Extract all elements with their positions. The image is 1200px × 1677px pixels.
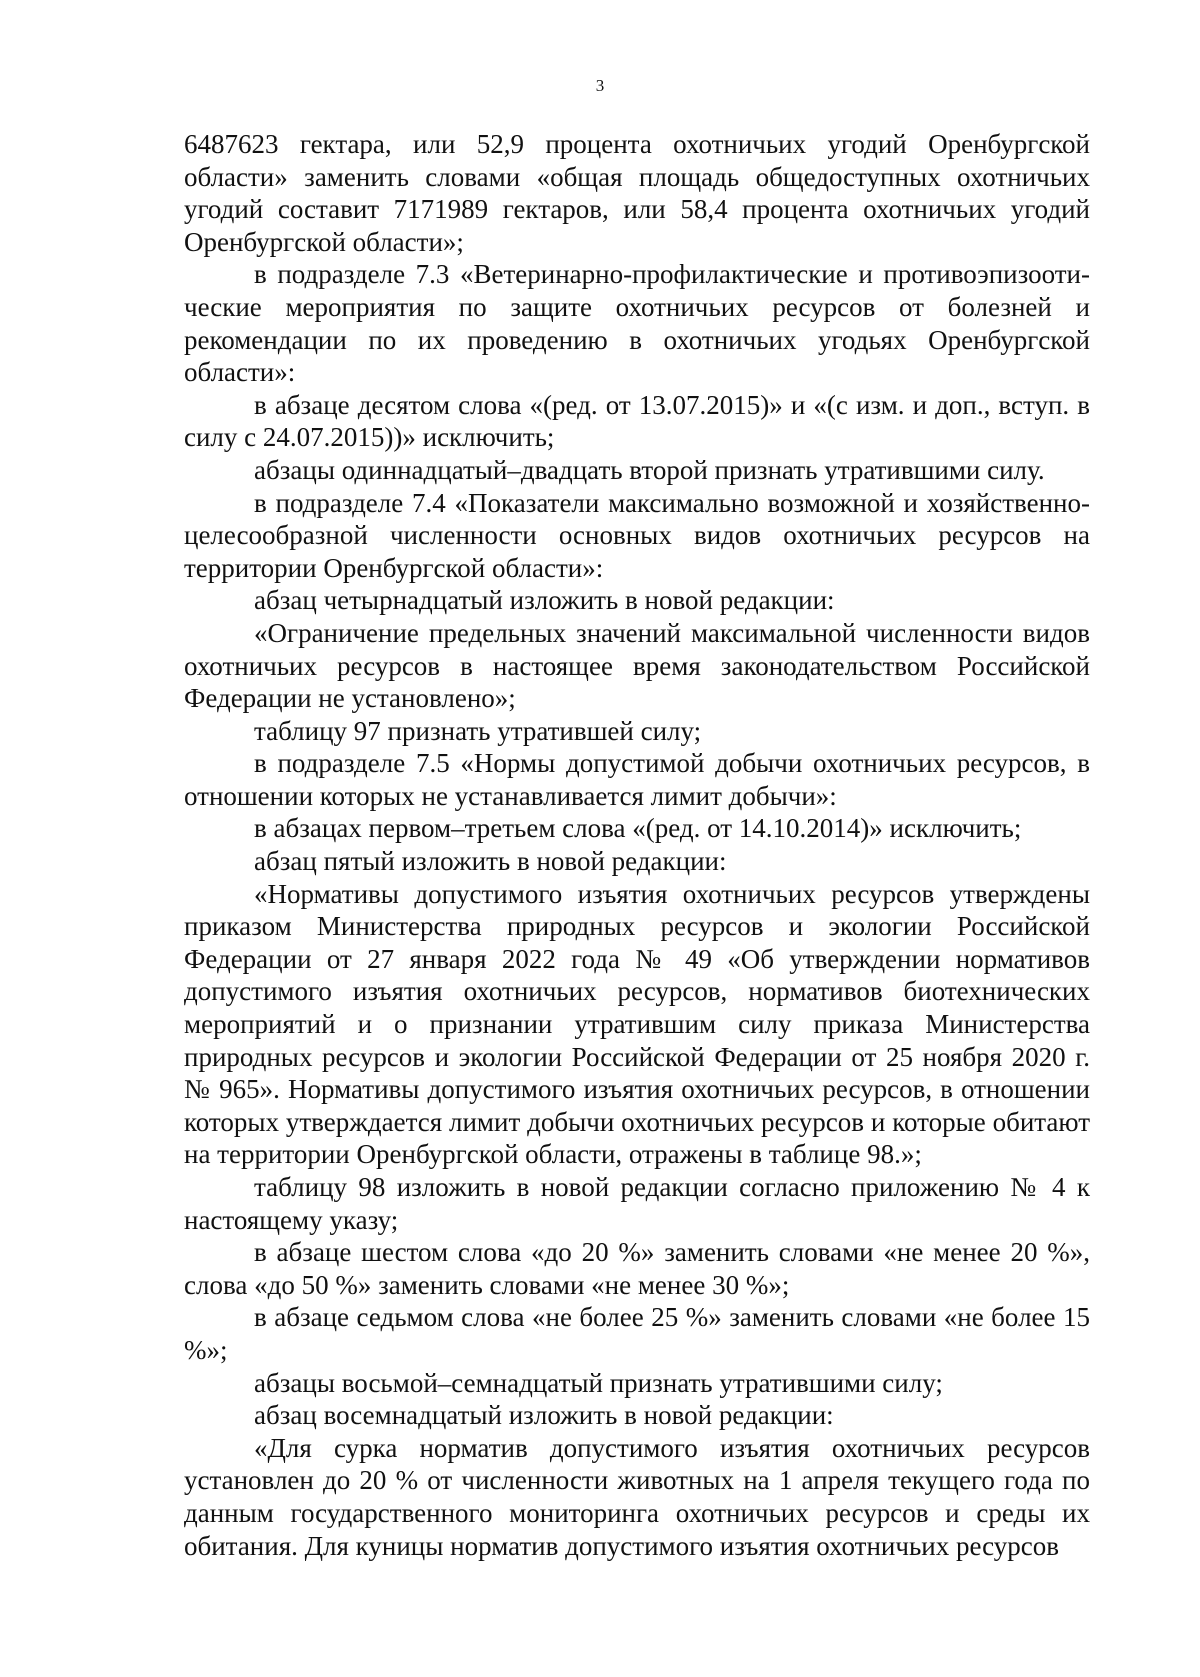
- paragraph-seventh: в абзаце седьмом слова «не более 25 %» заменить словами «не более 15 %»;: [184, 1302, 1090, 1365]
- paragraph-table-97: таблицу 97 признать утратившей силу;: [254, 715, 702, 746]
- paragraph-eighth-seventeenth-void: абзацы восьмой–семнадцатый признать утратившими силу;: [254, 1367, 943, 1398]
- paragraph-subsection-7-4: в подразделе 7.4 «Показатели максимально возможной и хозяйственно-целесообразной численности основных видов охотничьих ресурсов на территории Оренбургской области»:: [184, 487, 1090, 583]
- document-body: [184, 128, 1090, 1562]
- paragraph-tenth-abzac: в абзаце десятом слова «(ред. от 13.07.2015)» и «(с изм. и доп., вступ. в силу с 24.07.2015))» исключить;: [184, 389, 1090, 453]
- paragraph-limit-quote: «Ограничение предельных значений максимальной численности видов охотничьих ресурсов в настоящее время законодательством Российской Федерации не установлено»;: [184, 617, 1090, 714]
- paragraph-sixth: в абзаце шестом слова «до 20 %» заменить словами «не менее 20 %», слова «до 50 %» заменить словами «не менее 30 %»;: [184, 1237, 1090, 1300]
- paragraph-eleventh-22nd-void: абзацы одиннадцатый–двадцать второй признать утратившими силу.: [254, 454, 1045, 485]
- paragraph-fifth-new: абзац пятый изложить в новой редакции:: [254, 846, 727, 877]
- paragraph-subsection-7-3: в подразделе 7.3 «Ветеринарно-профилактические и противоэпизоотические мероприятия по защите охотничьих ресурсов от болезней и рекомендации по их проведению в охотничьих угодьях Оренбургской области»:: [184, 259, 1090, 388]
- paragraph-eighteenth-new: абзац восемнадцатый изложить в новой редакции:: [254, 1400, 834, 1431]
- paragraph-subsection-7-5: в подразделе 7.5 «Нормы допустимой добычи охотничьих ресурсов, в отношении которых не устанавливается лимит добычи»:: [184, 748, 1090, 811]
- page-number: 3: [595, 76, 605, 95]
- paragraph-continuation: 6487623 гектара, или 52,9 процента охотничьих угодий Оренбургской области» заменить словами «общая площадь общедоступных охотничьих угодий составит 7171989 гектаров, или 58,4 процента охотничьих угодий Оренбургской области»;: [184, 129, 1090, 257]
- paragraph-fourteenth-new: абзац четырнадцатый изложить в новой редакции:: [254, 585, 835, 616]
- paragraph-normatives-quote: «Нормативы допустимого изъятия охотничьих ресурсов утверждены приказом Министерства природных ресурсов и экологии Российской Федерации от 27 января 2022 года № 49 «Об утверждении нормативов допустимого изъятия охотничьих ресурсов, нормативов биотехнических мероприятий и о признании утратившим силу приказа Министерства природных ресурсов и экологии Российской Федерации от 25 ноября 2020 г. № 965». Нормативы допустимого изъятия охотничьих ресурсов, в отношении которых утверждается лимит добычи охотничьих ресурсов и которые обитают на территории Оренбургской области, отражены в таблице 98.»;: [184, 878, 1090, 1170]
- paragraph-marmot-quote: «Для сурка норматив допустимого изъятия охотничьих ресурсов установлен до 20 % от численности животных на 1 апреля текущего года по данным государственного мониторинга охотничьих ресурсов и среды их обитания. Для куницы норматив допустимого изъятия охотничьих ресурсов: [184, 1432, 1090, 1561]
- paragraph-table-98: таблицу 98 изложить в новой редакции согласно приложению № 4 к настоящему указу;: [184, 1172, 1090, 1235]
- paragraph-first-third: в абзацах первом–третьем слова «(ред. от 14.10.2014)» исключить;: [254, 813, 1022, 844]
